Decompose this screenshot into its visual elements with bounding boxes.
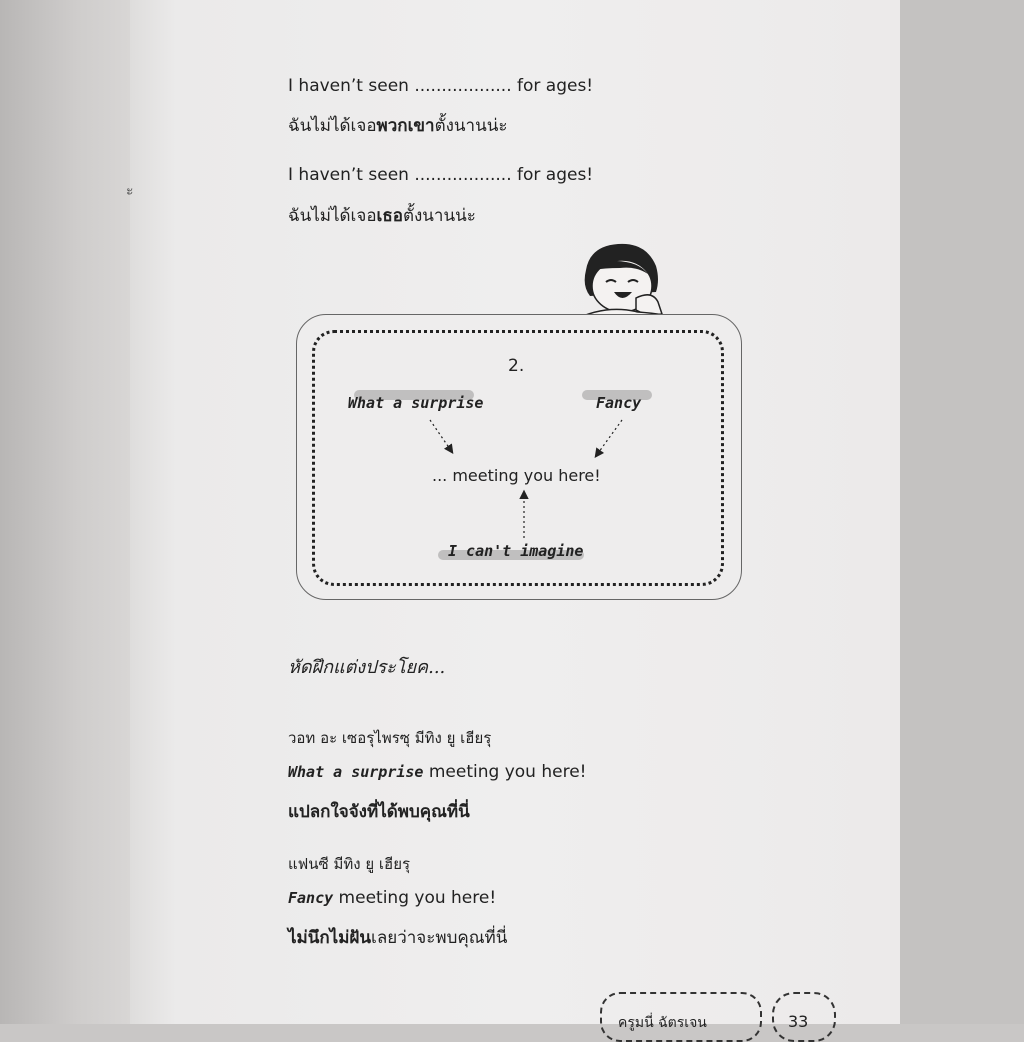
phrase-meeting-you-here: ... meeting you here! [432, 466, 601, 485]
sentence-1-thai-bold: พวกเขา [376, 116, 435, 136]
page-number-badge [772, 992, 836, 1042]
example-2-thai [288, 924, 507, 951]
sentence-2-thai-bold: เธอ [376, 206, 403, 226]
example-2-rest: meeting you here! [333, 888, 497, 908]
phrase-fancy: Fancy [596, 394, 642, 412]
practice-heading: หัดฝึกแต่งประโยค... [288, 657, 446, 678]
sentence-2-thai-post: ตั้งนานน่ะ [402, 206, 476, 226]
phrase-what-a-surprise: What a surprise [348, 394, 484, 412]
example-1-english [288, 762, 586, 782]
footer-label-pill [600, 992, 762, 1042]
example-2-phonetic: แฟนซี มีทิง ยู เฮียรุ [288, 855, 411, 873]
sentence-1-thai-post: ตั้งนานน่ะ [434, 116, 508, 136]
footer-label: ครูมนี่ ฉัตรเจน [618, 1015, 707, 1031]
sentence-2-thai [288, 202, 476, 229]
cartoon-girl-illustration [566, 240, 696, 324]
arrow-right [596, 420, 622, 456]
card-arrows [296, 314, 742, 600]
phrase-i-cant-imagine: I can't imagine [448, 542, 584, 560]
sentence-1-thai [288, 112, 507, 139]
sentence-1-english: I haven’t seen .................. for ages! [288, 76, 594, 96]
margin-mark: ะ [126, 183, 134, 199]
right-background [900, 0, 1024, 1024]
example-1-rest: meeting you here! [423, 762, 587, 782]
example-2-key-phrase: Fancy [288, 889, 334, 907]
example-2-thai-bold: ไม่นึกไม่ฝัน [288, 928, 372, 948]
example-2-english [288, 888, 496, 908]
example-1-thai-bold: แปลกใจจังที่ได้พบคุณที่นี่ [288, 802, 470, 822]
example-2-thai-rest: เลยว่าจะพบคุณที่นี่ [371, 928, 508, 948]
sentence-2-thai-pre: ฉันไม่ได้เจอ [288, 206, 377, 226]
example-1-key-phrase: What a surprise [288, 763, 424, 781]
left-page-edge [0, 0, 130, 1024]
arrow-left [430, 420, 452, 452]
example-1-phonetic: วอท อะ เซอรุไพรซุ มีทิง ยู เฮียรุ [288, 729, 492, 747]
sentence-1-thai-pre: ฉันไม่ได้เจอ [288, 116, 377, 136]
card-number: 2. [508, 356, 525, 376]
page-number: 33 [788, 1012, 809, 1031]
example-1-thai [288, 798, 470, 825]
sentence-2-english: I haven’t seen .................. for ages! [288, 165, 594, 185]
phrase-card [296, 314, 742, 600]
